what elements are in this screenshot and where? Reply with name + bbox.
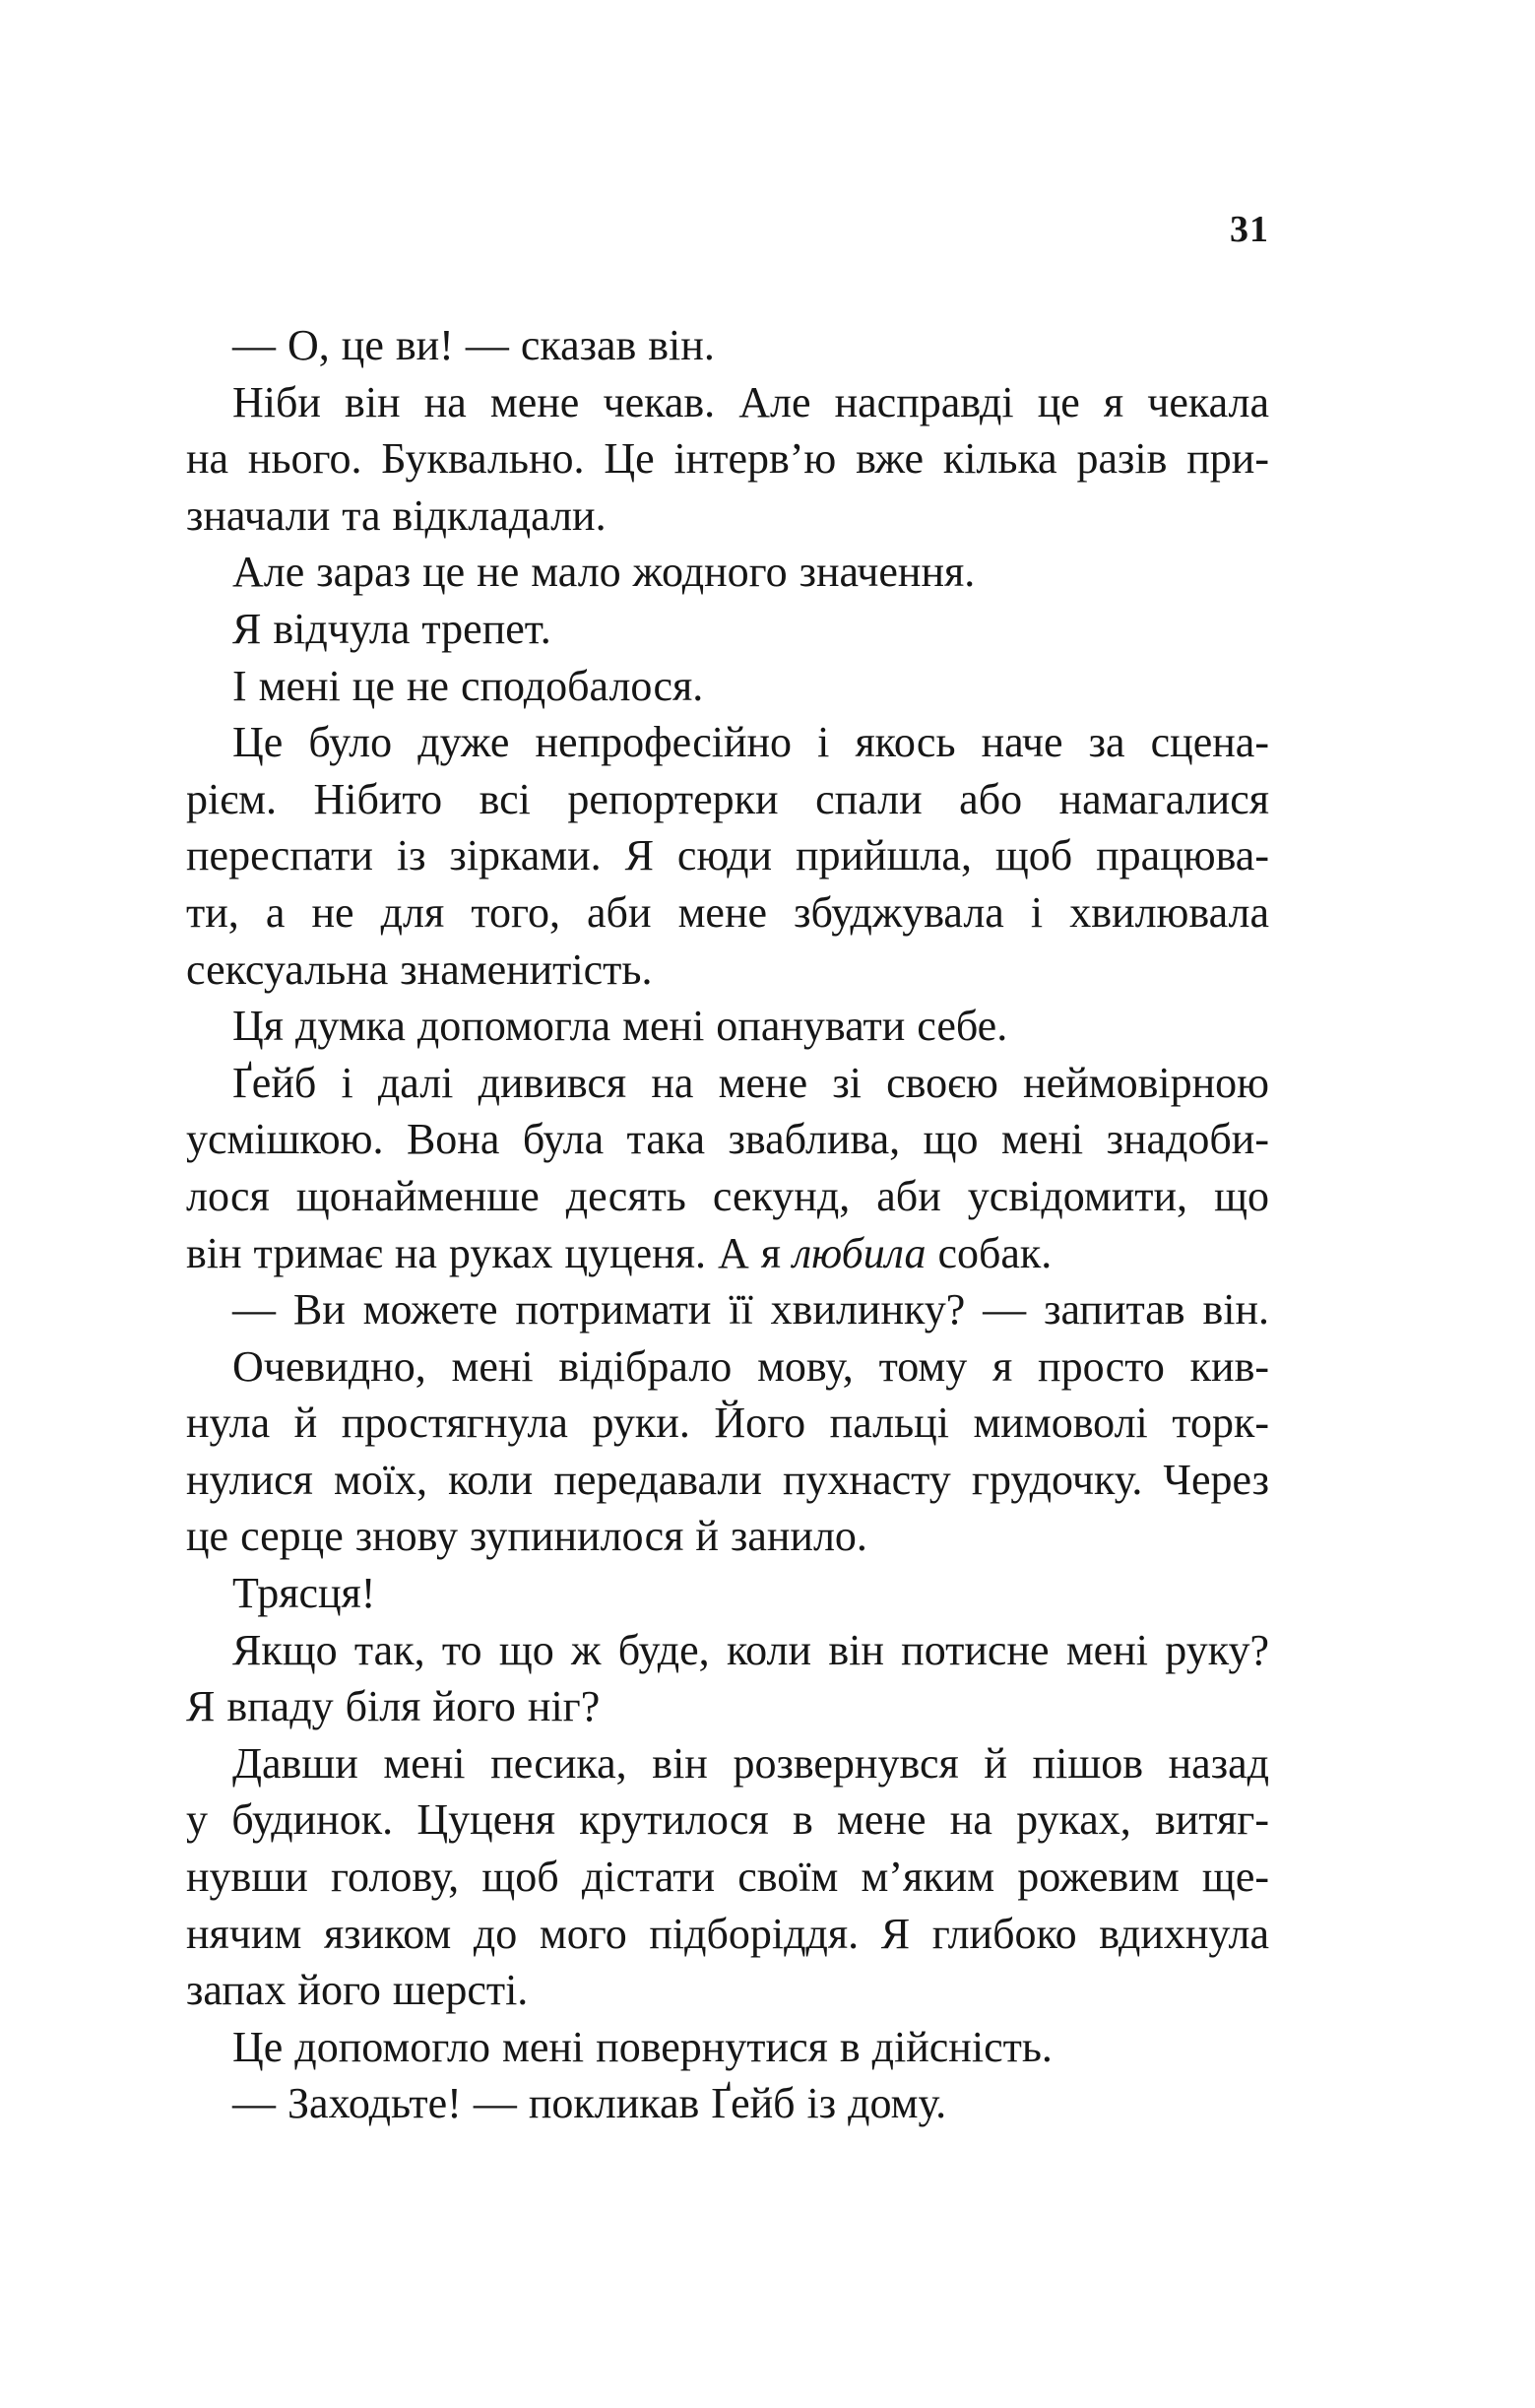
text-line bbox=[186, 771, 1269, 828]
text-line bbox=[186, 544, 1269, 601]
text-line bbox=[186, 2075, 1269, 2132]
text-line bbox=[186, 488, 1269, 545]
text-segment: нула й простягнула руки. Його пальці мимоволі торк- bbox=[186, 1399, 1269, 1448]
text-segment: Це було дуже непрофесійно і якось наче за сцена- bbox=[232, 718, 1269, 767]
text-segment: — Ви можете потримати її хвилинку? — запитав він. bbox=[232, 1285, 1269, 1334]
text-segment: у будинок. Цуценя крутилося в мене на руках, витяг- bbox=[186, 1795, 1269, 1845]
text-line bbox=[186, 998, 1269, 1055]
text-segment: переспати із зірками. Я сюди прийшла, щоб працюва- bbox=[186, 831, 1269, 880]
text-segment: це серце знову зупинилося й занило. bbox=[186, 1512, 867, 1561]
text-segment: Я впаду біля його ніг? bbox=[186, 1682, 601, 1731]
text-line bbox=[186, 1055, 1269, 1112]
text-line bbox=[186, 658, 1269, 715]
text-line bbox=[186, 1338, 1269, 1396]
text-block bbox=[186, 317, 1269, 2132]
text-segment: ти, а не для того, аби мене збуджувала і хвилювала bbox=[186, 887, 1269, 937]
text-segment: Це допомогло мені повернутися в дійсність. bbox=[232, 2022, 1053, 2071]
text-line bbox=[186, 1565, 1269, 1622]
text-line bbox=[186, 1168, 1269, 1225]
text-segment-italic: любила bbox=[792, 1228, 927, 1277]
text-segment: Ґейб і далі дивився на мене зі своєю неймовірною bbox=[232, 1058, 1269, 1107]
text-segment: нулися моїх, коли передавали пухнасту грудочку. Через bbox=[186, 1455, 1269, 1504]
text-segment: Ця думка допомогла мені опанувати себе. bbox=[232, 1002, 1008, 1051]
text-segment: Трясця! bbox=[232, 1569, 376, 1618]
text-line bbox=[186, 1111, 1269, 1168]
text-line bbox=[186, 317, 1269, 374]
text-line bbox=[186, 1962, 1269, 2019]
text-line bbox=[186, 884, 1269, 942]
text-segment: Якщо так, то що ж буде, коли він потисне мені руку? bbox=[232, 1625, 1269, 1674]
text-segment: Я відчула трепет. bbox=[232, 604, 551, 653]
text-segment: Очевидно, мені відібрало мову, тому я просто кив- bbox=[232, 1341, 1269, 1391]
text-line bbox=[186, 1225, 1269, 1282]
text-segment: Давши мені песика, він розвернувся й пішов назад bbox=[232, 1738, 1269, 1788]
text-line bbox=[186, 2019, 1269, 2076]
text-segment: на нього. Буквально. Це інтерв’ю вже кілька разів при- bbox=[186, 434, 1269, 484]
text-segment: значали та відкладали. bbox=[186, 490, 607, 540]
text-segment: нувши голову, щоб дістати своїм м’яким рожевим ще- bbox=[186, 1853, 1269, 1902]
text-line bbox=[186, 1452, 1269, 1509]
text-line bbox=[186, 827, 1269, 884]
text-line bbox=[186, 714, 1269, 771]
text-segment: нячим язиком до мого підборіддя. Я глибоко вдихнула bbox=[186, 1909, 1269, 1958]
text-line bbox=[186, 1849, 1269, 1906]
text-line bbox=[186, 1508, 1269, 1565]
text-segment: усмішкою. Вона була така зваблива, що мені знадоби- bbox=[186, 1115, 1269, 1164]
text-segment: Ніби він на мене чекав. Але насправді це я чекала bbox=[232, 377, 1269, 426]
text-segment: І мені це не сподобалося. bbox=[232, 661, 704, 710]
text-segment: сексуальна знаменитість. bbox=[186, 944, 653, 994]
text-segment: рієм. Нібито всі репортерки спали або намагалися bbox=[186, 774, 1269, 823]
text-segment: собак. bbox=[926, 1228, 1053, 1277]
text-line bbox=[186, 1735, 1269, 1792]
text-line bbox=[186, 1281, 1269, 1338]
text-segment: він тримає на руках цуценя. А я bbox=[186, 1228, 793, 1277]
text-line bbox=[186, 1906, 1269, 1963]
text-line bbox=[186, 942, 1269, 999]
text-line bbox=[186, 1791, 1269, 1849]
text-segment: лося щонайменше десять секунд, аби усвідомити, що bbox=[186, 1171, 1269, 1220]
text-line bbox=[186, 601, 1269, 658]
text-segment: Але зараз це не мало жодного значення. bbox=[232, 548, 976, 597]
text-line bbox=[186, 1395, 1269, 1452]
text-segment: — О, це ви! — сказав він. bbox=[232, 321, 715, 369]
text-line bbox=[186, 374, 1269, 431]
text-line bbox=[186, 430, 1269, 488]
text-segment: запах його шерсті. bbox=[186, 1966, 529, 2015]
page-number: 31 bbox=[1230, 209, 1269, 250]
text-line bbox=[186, 1622, 1269, 1679]
text-segment: — Заходьте! — покликав Ґейб із дому. bbox=[232, 2079, 947, 2128]
text-line bbox=[186, 1678, 1269, 1735]
